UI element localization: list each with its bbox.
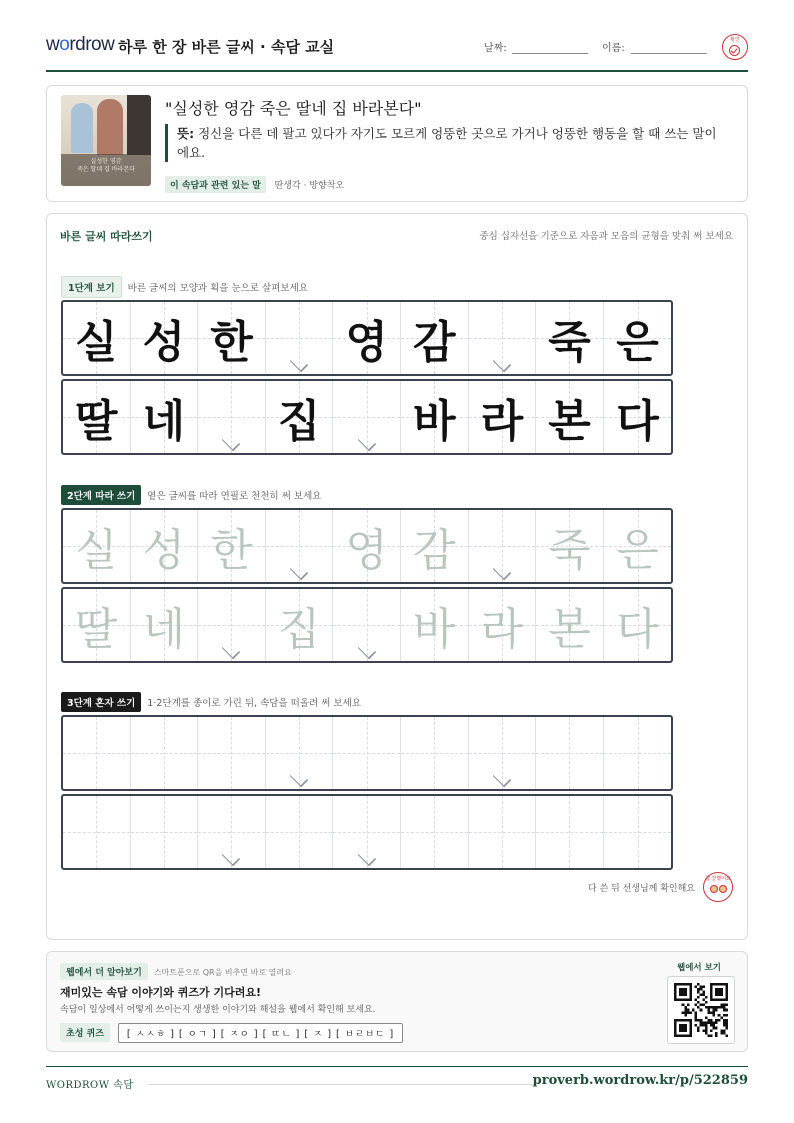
stage2-badge: 2단계 따라 쓰기 [61,485,141,505]
name-field[interactable] [631,53,707,54]
practice-title: 바른 글씨 따라쓰기 [60,230,153,243]
grid-char: 라 [480,604,524,655]
stage1-desc: 바른 글씨의 모양과 획을 눈으로 살펴보세요 [127,283,308,294]
quiz-label: 초성 퀴즈 [60,1023,110,1042]
grid-cell[interactable] [131,510,199,582]
grid-char: 한 [210,525,253,576]
grid-cell[interactable] [604,510,672,582]
web-more-box [46,951,748,1052]
practice-section [46,213,748,940]
grid-cell[interactable] [604,717,672,789]
proverb-card [46,85,748,202]
grid-char: 성 [142,317,186,368]
grid-cell[interactable] [604,796,672,868]
chosung-quiz [60,1022,403,1043]
footer-rule [148,1084,536,1085]
grid-cell[interactable] [401,589,469,661]
grid-cell[interactable] [63,510,131,582]
grid-cell[interactable] [469,717,537,789]
grid-cell [63,302,131,374]
space-mark-icon [222,848,240,866]
grid-cell[interactable] [333,717,401,789]
grid-char: 죽 [548,317,591,368]
grid-char: 은 [616,525,659,576]
meaning-text: 정신을 다른 데 팔고 있다가 자기도 모르게 엉뚱한 곳으로 가거나 엉뚱한 행동을 할 때 쓰는 말이에요. [177,126,717,160]
grid-cell[interactable] [266,717,334,789]
grid-cell [604,302,672,374]
check-stamp-icon: 확인 [722,34,748,60]
grid-cell[interactable] [401,796,469,868]
grid-cell[interactable] [63,796,131,868]
stage2-desc: 옅은 글씨를 따라 연필로 천천히 써 보세요 [147,491,322,502]
proverb-quote: "실성한 영감 죽은 딸네 집 바라본다" [165,99,422,118]
grid-char: 딸 [75,604,118,655]
stage3-badge: 3단계 혼자 쓰기 [61,692,141,712]
grid-cell [198,302,266,374]
qr-title: 웹에서 보기 [677,963,722,973]
stage1-row1 [61,300,673,376]
page-header [46,30,748,72]
grid-char: 집 [277,396,321,447]
space-mark-icon [493,562,511,580]
grid-cell[interactable] [266,589,334,661]
grid-cell[interactable] [536,796,604,868]
grid-cell[interactable] [333,589,401,661]
grid-cell[interactable] [131,796,199,868]
grid-char: 바 [413,396,456,447]
grid-char: 네 [142,604,186,655]
space-mark-icon [290,769,308,787]
space-mark-icon [357,433,375,451]
grid-cell[interactable] [469,510,537,582]
grid-char: 실 [75,317,118,368]
grid-cell [266,302,334,374]
date-field[interactable] [512,53,588,54]
stage1-badge: 1단계 보기 [61,276,122,298]
grid-cell [333,302,401,374]
stage1-row2 [61,379,673,455]
related-label: 이 속담과 관련 있는 말 [165,176,266,193]
stage3-row1[interactable] [61,715,673,791]
related-words-text: 딴생각 · 방향착오 [274,181,345,191]
grid-cell [401,381,469,453]
grid-cell[interactable] [198,589,266,661]
wordrow-logo[interactable]: wordrow [46,34,115,55]
grid-char: 영 [345,525,388,576]
practice-hint: 중심 십자선을 기준으로 자음과 모음의 균형을 맞춰 써 보세요 [479,231,733,242]
stage3-desc: 1·2단계를 종이로 가린 뒤, 속담을 떠올려 써 보세요 [147,698,361,709]
grid-cell[interactable] [536,589,604,661]
grid-char: 감 [413,317,456,368]
space-mark-icon [357,641,375,659]
grid-cell[interactable] [63,589,131,661]
space-mark-icon [290,354,308,372]
grid-char: 딸 [75,396,118,447]
space-mark-icon [222,641,240,659]
grid-cell[interactable] [266,510,334,582]
grid-char: 다 [616,604,659,655]
grid-cell [198,381,266,453]
grid-cell[interactable] [536,510,604,582]
grid-cell [536,302,604,374]
grid-cell[interactable] [469,796,537,868]
grid-char: 한 [210,317,253,368]
name-label: 이름: [602,43,625,54]
grid-cell [469,381,537,453]
stage2-row2[interactable] [61,587,673,663]
grid-cell[interactable] [401,510,469,582]
related-words [165,176,344,193]
grid-cell[interactable] [131,589,199,661]
grid-cell[interactable] [198,717,266,789]
grid-char: 본 [548,604,591,655]
grid-cell[interactable] [604,589,672,661]
space-mark-icon [493,769,511,787]
stage3-row2[interactable] [61,794,673,870]
proverb-meaning [165,124,725,162]
web-heading: 재미있는 속담 이야기와 퀴즈가 기다려요! [60,986,261,999]
grid-cell [131,302,199,374]
grid-char: 영 [345,317,388,368]
proverb-illustration [61,95,151,186]
meaning-label: 뜻: [177,126,195,141]
web-badge-label: 웹에서 더 알아보기 [60,963,148,980]
stage2-header [61,485,321,505]
space-mark-icon [222,433,240,451]
grid-cell[interactable] [63,717,131,789]
grid-char: 라 [480,396,524,447]
grid-cell [266,381,334,453]
illustration-caption: 실성한 영감 죽은 딸네 집 바라본다 [61,154,151,186]
web-badge [60,963,292,980]
grid-cell [401,302,469,374]
grid-cell[interactable] [198,796,266,868]
grid-char: 네 [142,396,186,447]
grid-char: 다 [616,396,659,447]
grid-cell[interactable] [198,510,266,582]
stage3-header [61,692,361,712]
grid-cell[interactable] [536,717,604,789]
footer-url[interactable]: proverb.wordrow.kr/p/522859 [532,1073,748,1088]
date-label: 날짜: [484,43,507,54]
stage1-header [61,276,308,298]
grid-char: 바 [413,604,456,655]
teacher-check [588,872,733,902]
grid-char: 실 [75,525,118,576]
page-title: 하루 한 장 바른 글씨 · 속담 교실 [118,38,335,56]
grid-cell[interactable] [131,717,199,789]
stage2-row1[interactable] [61,508,673,584]
footer-divider [46,1066,748,1067]
grid-char: 본 [548,396,591,447]
footer-brand: WORDROW 속담 [46,1080,134,1091]
grid-cell[interactable] [266,796,334,868]
grid-cell [469,302,537,374]
grid-cell[interactable] [469,589,537,661]
space-mark-icon [290,562,308,580]
grid-char: 성 [142,525,186,576]
web-badge-sub: 스마트폰으로 QR을 비추면 바로 열려요 [153,968,292,977]
grid-char: 은 [616,317,659,368]
grid-cell [604,381,672,453]
space-mark-icon [357,848,375,866]
grid-cell [536,381,604,453]
grid-cell[interactable] [401,717,469,789]
grid-cell [131,381,199,453]
grid-cell [63,381,131,453]
grid-cell[interactable] [333,510,401,582]
grid-cell [333,381,401,453]
teacher-note: 다 쓴 뒤 선생님께 확인해요 [587,883,695,894]
good-job-stamp-icon: 참 잘했어요 [703,872,733,902]
grid-char: 집 [277,604,321,655]
space-mark-icon [493,354,511,372]
grid-char: 감 [413,525,456,576]
qr-code-icon[interactable] [667,976,735,1044]
web-description: 속담이 일상에서 어떻게 쓰이는지 생생한 이야기와 해설을 웹에서 확인해 보세요. [60,1005,376,1015]
quiz-answer-box: [ ㅅㅅㅎ ] [ ㅇㄱ ] [ ㅈㅇ ] [ ㄸㄴ ] [ ㅈ ] [ ㅂㄹㅂㄷ ] [118,1023,403,1043]
grid-char: 죽 [548,525,591,576]
grid-cell[interactable] [333,796,401,868]
